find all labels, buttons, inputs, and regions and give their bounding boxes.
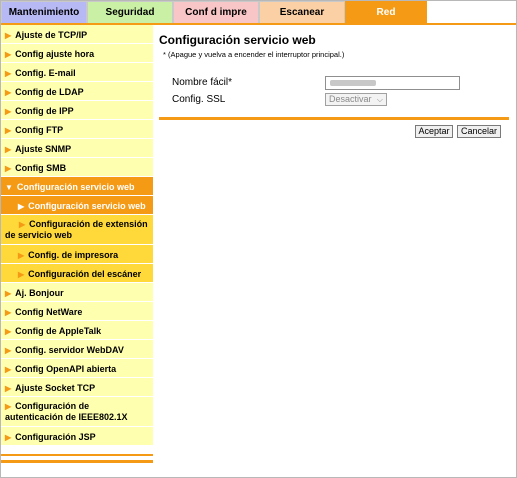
sidebar-item-label: Config de LDAP xyxy=(15,87,84,97)
sidebar-item-label: Config OpenAPI abierta xyxy=(15,364,117,374)
sidebar-item-ldap[interactable] xyxy=(1,82,153,101)
triangle-down-icon: ▼ xyxy=(5,183,13,192)
sidebar-item-openapi[interactable] xyxy=(1,359,153,378)
restart-note: * (Apague y vuelva a encender el interruptor principal.) xyxy=(163,50,345,59)
triangle-right-icon: ▶ xyxy=(5,327,12,336)
triangle-right-icon: ▶ xyxy=(5,384,12,393)
sidebar-item-socket-tcp[interactable] xyxy=(1,378,153,397)
sidebar-item-label: Config SMB xyxy=(15,163,67,173)
triangle-right-icon: ▶ xyxy=(5,164,12,173)
triangle-right-icon: ▶ xyxy=(5,346,12,355)
cancel-button[interactable]: Cancelar xyxy=(457,125,501,138)
friendly-name-label: Nombre fácil* xyxy=(172,77,233,88)
sidebar-item-ieee8021x[interactable] xyxy=(1,397,153,427)
sidebar-item-smb[interactable] xyxy=(1,158,153,177)
sidebar-item-label: Config FTP xyxy=(15,125,64,135)
ssl-select[interactable] xyxy=(325,93,387,106)
top-tab-bar xyxy=(1,1,516,25)
sidebar-item-bonjour[interactable] xyxy=(1,283,153,302)
redacted-text xyxy=(330,80,376,86)
tab-seguridad[interactable]: Seguridad xyxy=(87,1,173,23)
triangle-right-icon: ▶ xyxy=(5,88,12,97)
sidebar-item-label: Config NetWare xyxy=(15,307,83,317)
sidebar-subitem-escaner[interactable] xyxy=(1,264,153,283)
triangle-right-icon: ▶ xyxy=(5,69,12,78)
triangle-right-icon: ▶ xyxy=(5,50,12,59)
triangle-right-icon: ▶ xyxy=(18,251,25,260)
triangle-right-icon: ▶ xyxy=(18,202,25,211)
triangle-right-icon: ▶ xyxy=(18,270,25,279)
sidebar-item-webdav[interactable] xyxy=(1,340,153,359)
sidebar-item-label: Ajuste de TCP/IP xyxy=(15,30,88,40)
sidebar-item-label: Configuración de autenticación de IEEE802.1X xyxy=(5,401,128,422)
triangle-right-icon: ▶ xyxy=(19,220,26,229)
sidebar-item-appletalk[interactable] xyxy=(1,321,153,340)
triangle-right-icon: ▶ xyxy=(5,365,12,374)
sidebar-item-email[interactable] xyxy=(1,63,153,82)
sidebar-item-servicio-web[interactable] xyxy=(1,177,153,196)
accept-button[interactable]: Aceptar xyxy=(415,125,453,138)
sidebar-item-label: Config. de impresora xyxy=(28,250,119,260)
sidebar-item-label: Config. E-mail xyxy=(15,68,76,78)
sidebar-item-label: Configuración servicio web xyxy=(28,201,146,211)
sidebar-item-label: Configuración servicio web xyxy=(16,182,135,192)
sidebar-item-label: Config. servidor WebDAV xyxy=(15,345,124,355)
sidebar-item-jsp[interactable] xyxy=(1,427,153,446)
sidebar-item-label: Configuración JSP xyxy=(15,432,96,442)
sidebar-item-snmp[interactable] xyxy=(1,139,153,158)
chevron-down-icon: ⌵ xyxy=(376,95,383,104)
sidebar-item-label: Configuración de extensión de servicio web xyxy=(5,219,148,240)
sidebar-item-label: Ajuste Socket TCP xyxy=(15,383,96,393)
triangle-right-icon: ▶ xyxy=(5,31,12,40)
page-title: Configuración servicio web xyxy=(159,33,316,47)
sidebar-subitem-impresora[interactable] xyxy=(1,245,153,264)
sidebar-item-label: Config de AppleTalk xyxy=(15,326,102,336)
ssl-select-value: Desactivar xyxy=(329,94,372,104)
sidebar-item-tcpip[interactable] xyxy=(1,25,153,44)
sidebar-item-label: Configuración del escáner xyxy=(28,269,142,279)
sidebar-item-ftp[interactable] xyxy=(1,120,153,139)
sidebar-item-label: Config de IPP xyxy=(15,106,74,116)
triangle-right-icon: ▶ xyxy=(5,107,12,116)
sidebar-item-label: Config ajuste hora xyxy=(15,49,95,59)
sidebar-subitem-servicio-web[interactable] xyxy=(1,196,153,215)
tab-escanear[interactable]: Escanear xyxy=(259,1,345,23)
sidebar-item-label: Aj. Bonjour xyxy=(15,288,64,298)
triangle-right-icon: ▶ xyxy=(5,289,12,298)
triangle-right-icon: ▶ xyxy=(5,308,12,317)
content-divider xyxy=(159,117,509,120)
sidebar-item-ipp[interactable] xyxy=(1,101,153,120)
triangle-right-icon: ▶ xyxy=(5,433,12,442)
friendly-name-input[interactable] xyxy=(325,76,460,90)
ssl-label: Config. SSL xyxy=(172,94,226,105)
triangle-right-icon: ▶ xyxy=(5,126,12,135)
tab-conf-impre[interactable]: Conf d impre xyxy=(173,1,259,23)
tab-mantenimiento[interactable]: Mantenimiento xyxy=(1,1,87,23)
tab-red[interactable]: Red xyxy=(345,1,427,25)
sidebar xyxy=(1,25,153,446)
sidebar-item-netware[interactable] xyxy=(1,302,153,321)
sidebar-item-hora[interactable] xyxy=(1,44,153,63)
sidebar-item-label: Ajuste SNMP xyxy=(15,144,72,154)
sidebar-subitem-extension-servicio-web[interactable] xyxy=(1,215,153,245)
sidebar-divider xyxy=(1,460,153,463)
sidebar-divider xyxy=(1,454,153,456)
triangle-right-icon: ▶ xyxy=(5,402,12,411)
triangle-right-icon: ▶ xyxy=(5,145,12,154)
